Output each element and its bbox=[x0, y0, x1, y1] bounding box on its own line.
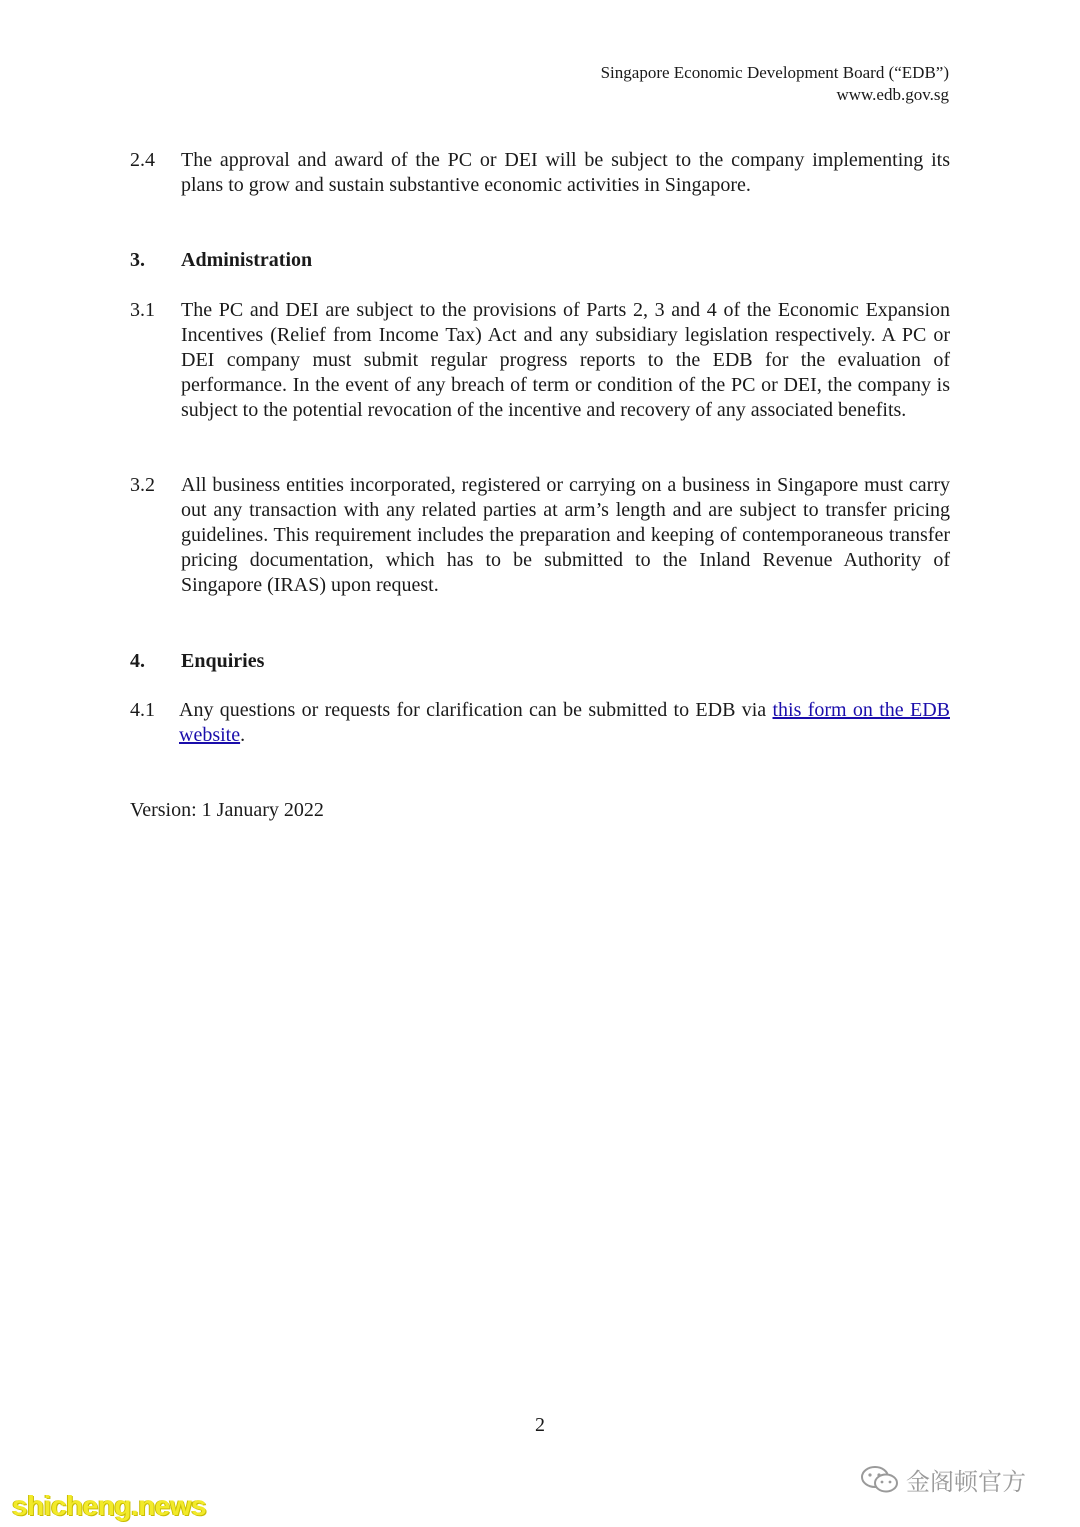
paragraph-text-after: . bbox=[240, 724, 246, 746]
paragraph-number: 4.1 bbox=[130, 699, 155, 721]
paragraph-number: 3.2 bbox=[130, 474, 155, 496]
header-org-name: Singapore Economic Development Board (“EDB”) bbox=[600, 63, 949, 82]
paragraph-text: The approval and award of the PC or DEI will be subject to the company implementing its plans to grow and sustain substantive economic activities in Singapore. bbox=[181, 149, 950, 196]
edb-form-link[interactable]: this form on the EDB website bbox=[179, 699, 950, 746]
section-number: 4. bbox=[130, 650, 145, 672]
watermark-account bbox=[860, 1462, 1026, 1497]
paragraph-number: 3.1 bbox=[130, 299, 155, 321]
wechat-icon bbox=[860, 1465, 900, 1495]
paragraph-4-1 bbox=[130, 698, 950, 748]
version-line: Version: 1 January 2022 bbox=[130, 799, 324, 821]
section-3-heading bbox=[130, 248, 950, 273]
page-number: 2 bbox=[535, 1414, 545, 1436]
paragraph-3-2 bbox=[130, 473, 950, 598]
paragraph-text: The PC and DEI are subject to the provisions of Parts 2, 3 and 4 of the Economic Expansion Incentives (Relief from Income Tax) Act and any subsidiary legislation respectively. A PC or DEI company must submit regular progress reports to the EDB for the evaluation of performance. In the event of any breach of term or condition of the PC or DEI, the company is subject to the potential revocation of the incentive and recovery of any associated benefits. bbox=[181, 299, 950, 421]
section-title: Enquiries bbox=[181, 650, 265, 672]
paragraph-text-before: Any questions or requests for clarification can be submitted to EDB via bbox=[179, 699, 773, 721]
watermark-site: shicheng.news bbox=[12, 1490, 207, 1521]
watermark-account-name: 金阁顿官方 bbox=[906, 1468, 1026, 1496]
paragraph-text: All business entities incorporated, registered or carrying on a business in Singapore must carry out any transaction with any related parties at arm’s length and are subject to transfer pricing guidelines. This requirement includes the preparation and keeping of contemporaneous transfer pricing documentation, which has to be submitted to the Inland Revenue Authority of Singapore (IRAS) upon request. bbox=[181, 474, 950, 596]
section-number: 3. bbox=[130, 249, 145, 271]
header-website: www.edb.gov.sg bbox=[836, 85, 949, 104]
section-title: Administration bbox=[181, 249, 313, 271]
paragraph-2-4 bbox=[130, 148, 950, 198]
section-4-heading bbox=[130, 649, 950, 674]
paragraph-number: 2.4 bbox=[130, 149, 155, 171]
paragraph-3-1 bbox=[130, 298, 950, 423]
document-header bbox=[601, 62, 949, 106]
paragraph-text bbox=[179, 698, 950, 748]
